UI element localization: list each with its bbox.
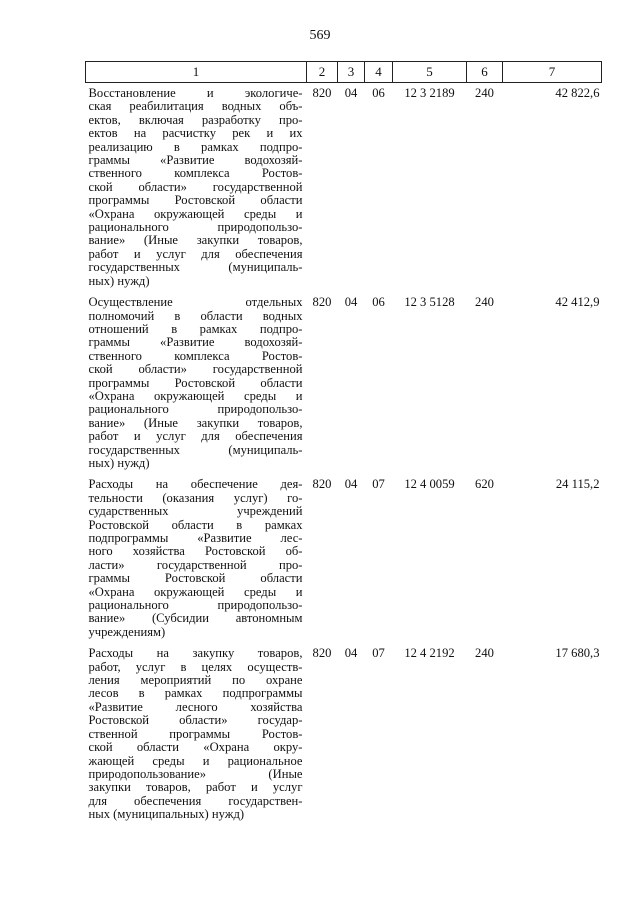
- cell-amount: 24 115,2: [555, 477, 600, 492]
- cell-subsection-code: 07: [372, 646, 385, 661]
- cell-target-article-code: 12 3 2189: [404, 86, 455, 100]
- description-line: вание» (Иные закупки товаров,: [88, 233, 303, 248]
- description-line: Ростовской области» государ-: [88, 713, 303, 728]
- description-line: работ, услуг в целях осуществ-: [88, 659, 303, 674]
- cell-ministry-code: 820: [312, 477, 332, 492]
- cell-amount: 42 822,6: [555, 86, 600, 100]
- cell-ministry-code: 820: [312, 646, 332, 661]
- cell-ministry-code: 820: [312, 295, 332, 310]
- column-header-amount: 7: [503, 62, 602, 83]
- cell-ministry-code: 820: [312, 86, 332, 100]
- cell-subsection-code: 06: [372, 86, 385, 100]
- description-line: рационального природопользо-: [88, 402, 303, 417]
- description-line: рационального природопользо-: [88, 220, 303, 235]
- description-line: ного хозяйства Ростовской об-: [88, 544, 303, 559]
- budget-table: [85, 61, 602, 826]
- description-line: «Охрана окружающей среды и: [88, 206, 303, 221]
- cell-expense-type-code: 240: [475, 295, 494, 310]
- description-line: ской области» государственной: [88, 179, 303, 194]
- cell-target-article-code: 12 4 2192: [404, 646, 455, 661]
- description-line: ления мероприятий по охране: [88, 673, 303, 688]
- description-line: подпрограммы «Развитие лес-: [88, 531, 303, 545]
- cell-expense-type-code: 240: [475, 86, 494, 100]
- description-line: «Развитие лесного хозяйства: [88, 699, 303, 714]
- description-line: отношений в рамках подпро-: [88, 321, 303, 336]
- description-line: учреждениям): [88, 624, 166, 639]
- description-line: ственного комплекса Ростов-: [88, 348, 303, 363]
- description-line: ектов, включая разработку про-: [88, 112, 303, 127]
- description-line: ственного комплекса Ростов-: [88, 166, 303, 181]
- cell-section-code: 04: [344, 295, 358, 310]
- cell-amount: 42 412,9: [555, 295, 600, 310]
- cell-target-article-code: 12 4 0059: [404, 477, 455, 492]
- cell-section-code: 04: [344, 646, 358, 661]
- description-line: ской области» государственной: [88, 362, 303, 377]
- cell-target-article-code: 12 3 5128: [404, 295, 455, 310]
- description-line: граммы «Развитие водохозяй-: [88, 153, 303, 168]
- description-line: ской области «Охрана окру-: [88, 740, 303, 755]
- cell-amount: 17 680,3: [555, 646, 600, 661]
- cell-section-code: 04: [344, 477, 358, 492]
- row-description: [86, 83, 307, 293]
- description-line: сударственных учреждений: [88, 504, 303, 519]
- description-line: ных) нужд): [88, 273, 150, 288]
- column-header-expense-type: 6: [467, 62, 503, 83]
- description-line: ственной программы Ростов-: [88, 726, 303, 741]
- row-description: [86, 292, 307, 474]
- cell-expense-type-code: 240: [475, 646, 494, 661]
- column-header-ministry: 2: [307, 62, 338, 83]
- description-line: граммы Ростовской области: [88, 571, 303, 586]
- column-header-description: 1: [86, 62, 307, 83]
- table-body: [86, 83, 602, 826]
- cell-expense-type-code: 620: [475, 477, 494, 492]
- description-line: ская реабилитация водных объ-: [88, 99, 303, 114]
- description-line: граммы «Развитие водохозяй-: [88, 335, 303, 350]
- description-line: программы Ростовской области: [88, 193, 303, 208]
- description-line: ных (муниципальных) нужд): [88, 807, 245, 822]
- description-line: Восстановление и экологиче-: [88, 86, 303, 100]
- description-line: государственных (муниципаль-: [88, 442, 303, 457]
- cell-subsection-code: 06: [372, 295, 385, 310]
- column-header-target-article: 5: [393, 62, 467, 83]
- description-line: вание» (Субсидии автономным: [88, 611, 303, 626]
- column-header-section: 3: [338, 62, 365, 83]
- description-line: «Охрана окружающей среды и: [88, 584, 303, 599]
- description-line: Ростовской области в рамках: [88, 517, 303, 532]
- description-line: вание» (Иные закупки товаров,: [88, 415, 303, 430]
- table-row: [86, 474, 602, 643]
- description-line: ласти» государственной про-: [88, 557, 303, 572]
- description-line: для обеспечения государствен-: [88, 793, 303, 808]
- table-row: [86, 83, 602, 293]
- description-line: ектов на расчистку рек и их: [88, 126, 303, 141]
- description-line: полномочий в области водных: [88, 308, 303, 323]
- description-line: лесов в рамках подпрограммы: [88, 686, 303, 701]
- table-row: [86, 643, 602, 825]
- description-line: программы Ростовской области: [88, 375, 303, 390]
- description-line: жающей среды и рациональное: [88, 753, 303, 768]
- table-row: [86, 292, 602, 474]
- description-line: Расходы на закупку товаров,: [88, 646, 303, 661]
- description-line: реализацию в рамках подпро-: [88, 139, 303, 154]
- description-line: работ и услуг для обеспечения: [88, 429, 303, 444]
- cell-section-code: 04: [344, 86, 358, 100]
- description-line: тельности (оказания услуг) го-: [88, 490, 303, 505]
- description-line: Расходы на обеспечение дея-: [88, 477, 303, 492]
- description-line: ных) нужд): [88, 455, 150, 470]
- row-description: [86, 643, 307, 825]
- description-line: закупки товаров, работ и услуг: [88, 780, 303, 795]
- page-number: 569: [309, 28, 331, 43]
- column-header-subsection: 4: [365, 62, 393, 83]
- description-line: работ и услуг для обеспечения: [88, 246, 303, 261]
- description-line: природопользование» (Иные: [88, 766, 303, 781]
- row-description: [86, 474, 307, 643]
- description-line: рационального природопользо-: [88, 598, 303, 613]
- table-header-row: [86, 62, 602, 83]
- description-line: Осуществление отдельных: [88, 295, 303, 310]
- description-line: «Охрана окружающей среды и: [88, 388, 303, 403]
- cell-subsection-code: 07: [372, 477, 385, 492]
- description-line: государственных (муниципаль-: [88, 260, 303, 275]
